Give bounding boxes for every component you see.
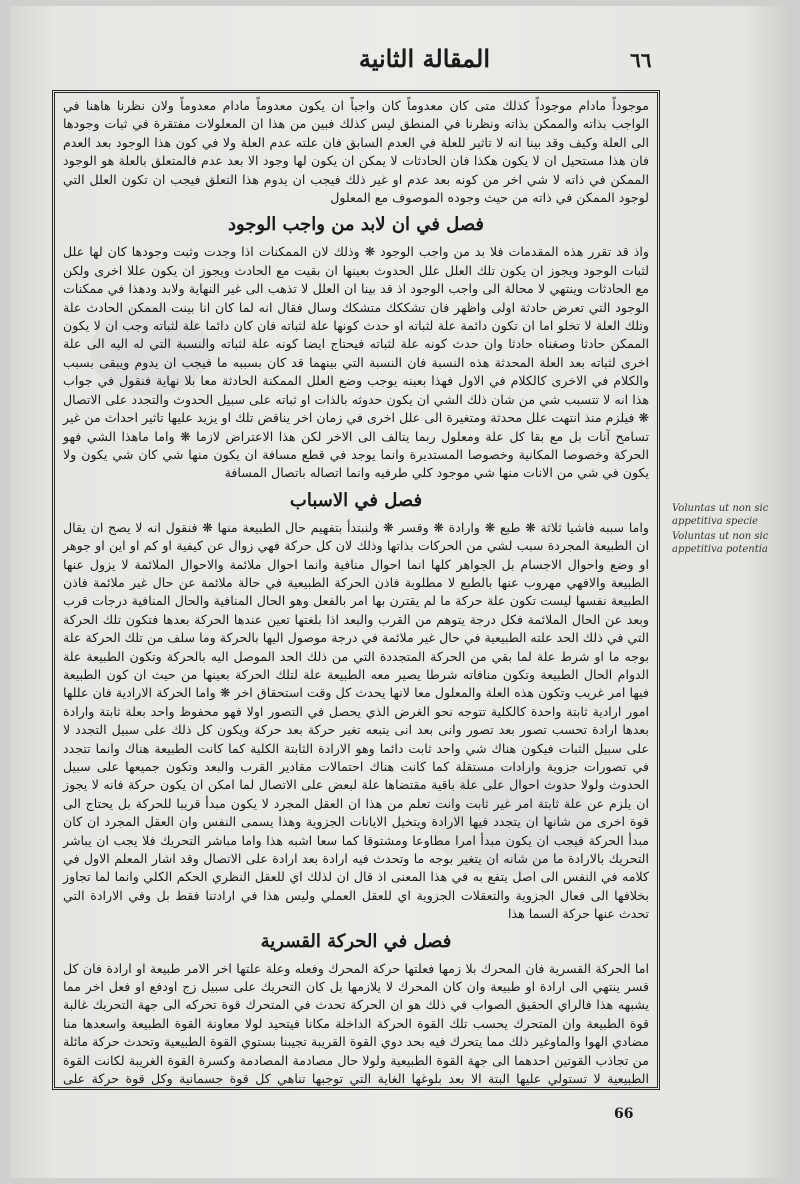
page-header (70, 40, 670, 76)
section-title-forced-motion: فصل في الحركة القسرية (260, 930, 452, 952)
section-text-necessary-existent: واذ قد تقرر هذه المقدمات فلا بد من واجب الوجود ❋ وذلك لان الممكنات اذا وجدت وثبت وجودها كان لها علل لثبات الوجود ويجوز ان يكون تلك العلل علل الحدوث بعينها ان بقيت مع الحادث ويجوز ان يكون عللا اخرى ولكن مع الحادثات وينتهي لا محالة الى واجب الوجود اذ قد بينا ان العلل لا تذهب الى غير النهاية ولابد ودهذا في ممكنات الوجود التي تعرض حادثة اولى واظهر فان تشككك متشكك وسال فقال انه لما كان انا بينت الممكن الحادث علة وتلك العلة لا تخلو اما ان تكون دائمة علة لثباته او حدث كونها علة لثباته فان كان دائما علة لثباته وجب ان لا يكون الممكن حادثا وصغناه حادثا وان حدث كونه علة لثباته فيحتاج ايضا كونه علة لثباته والنسبة التي له اليه الى علة اخرى لثباته بعد العلة المحدثة هذه النسبة فان النسبة التي بينهما قد كان بسببه ما فيجب ان يدوم ويبقى بسبب والكلام في الاخرى كالكلام في الاول فهذا بعينه يوجب وضع العلل الممكنة الحادثة معا بلا نهاية فنقول في جواب هذا انه لا تتسبب شي من شان ذلك الشي ان يكون حدوثه بالذات او ثباته على سبيل الحدوث والتجدد على الاتصال ❋ فيلزم منذ انتهت علل محدثة ومتغيرة الى علل اخرى في زمان اخر يناقض تلك او يزيد عليها تاثير احداث من غير تسامح آنات بل مع بقا كل علة ومعلول ربما يتالف الى الاخر لكن هذا الاعتراض لازما ❋ واما ماهذا الشي فهو الحركة وخصوصا المكانية وخصوصا المستديرة وانما يوجد في قطع مسافة ان يكون منها شي كان شي يكون ولا يكون في شي من الانات منها شي موجود كلي طرفيه وانما اتصاله باتصال المسافة (63, 244, 649, 481)
book-page (10, 6, 792, 1178)
section-title-necessary-existent: فصل في ان لابد من واجب الوجود (227, 214, 485, 236)
page-number-footer: 66 (614, 1106, 634, 1122)
section-text-forced-motion: اما الحركة القسرية فان المحرك بلا زمها فعلتها حركة المحرك وفعله وعلة علتها اخر الامر طبيعة او ارادة فان كل قسر ينتهي الى ارادة او طبيعة وان كان المحرك لا يلازمها بل كان التحريك على سبيل زج اودفع او فعل اخر مما يشبهه هذا فالراي الحقيق الصواب في ذلك هو ان الحركة تحدث في المتحرك قوة تحركه الى جهة التحريك غالبة قوة الطبيعة وان المتحرك يحسب تلك القوة الحركة الداخلة مكانا فيتحيد لولا معاونة القوة الطبيعة واسعدها منا مضادي الهوا والماوغير ذلك مما يتحرك فيه بحد دوي القوة القريبة تجيبنا بستوي القوة الطبيعية وتحدث حركة مائلة من تجاذب القوتين احدهما الى جهة القوة الطبيعية ولولا حال مصادمة المصادمة وكسرة القوة الغريبة لكانت القوة الطبيعية لا تستولي عليها البتة الا بعد بلوغها الغاية التي توجبها تناهي كل قوة جسمانية وكل قوة حركة على (63, 960, 649, 1087)
intro-paragraph: موجوداً مادام موجوداً كذلك متى كان معدوماً كان واجباً ان يكون معدوماً مادام معدوماً ولان نظرنا هاهنا في الواجب بذاته والممكن بذاته ونظرنا في المنطق ليس كذلك فبين من هذا ان المعلولات مفتقرة في ثبات وجودها الى العلة وكيف وقد بينا انه لا تاثير للعلة في العدم السابق فان علته عدم العلة ولا في كون هذا الوجود بعد العدم فان هذا مستحيل ان لا يكون هكذا فان الحادثات لا يمكن ان يكون لها وجود الا بعد عدم فالمتعلق بالعلة هو الوجود الممكن في ذاته لا شي اخر من كونه بعد عدم او غير ذلك فيجب ان يدوم هذا التعلق فيجب ان تكون العلل التي لوجود الممكن في ذاته من حيث وجوده الموصوف مع المعلول (63, 98, 649, 206)
margin-note: Voluntas ut non sic appetitiva potentia (672, 531, 769, 555)
page-number-arabic: ٦٦ (630, 48, 652, 72)
running-title: المقالة الثانية (358, 44, 490, 73)
margin-note: Voluntas ut non sic appetitiva specie (672, 503, 769, 527)
section-text-causes: واما سببه فاشيا ثلاثة ❋ طبع ❋ وارادة ❋ وقسر ❋ ولنبتدأ بتفهيم حال الطبيعة منها ❋ فنقول انه لا يصح ان يقال ان الطبيعة المجردة سبب لشي من الحركات بذاتها وذلك لان كل حركة فهي زوال عن كيفية او كم او اين او جوهر او وضع واحوال الاجسام بل الجواهر كلها انما احوال منافية وانما احوال ملائمة والاحوال الملائمة لا يزول عنها الطبيعة والافهي مهروب عنها بالطبع لا مطلوبة فاذن الحركة الطبيعية في حالة ملائمة عن حال غير ملائمة فاذن الطبيعة نفسها ليست تكون علة حركة ما لم يقترن بها امر بالفعل وهو الحال المنافية والحال المنافية درجات قرب وبعد عن الحال الملائمة فكل درجة يتوهم من القرب والبعد اذا بلغتها تعين عندها الحركة بعدها فتكون تلك الحركة التي في ذلك الحد علته الطبيعية في حال غير ملائمة في درجة موصول اليها بالحركة وما سلف من تلك الحركة علة بوجه ما او شرط علة لما بقي من الحركة المتجددة التي من ذلك الحد الموصل اليه بالحركة وتكون الطبيعة علة الدوام الحال الطبيعة وتكون منافاته شرطا يصير معه الطبيعة علة لتلك الحركة بعينها من حيث ان كون الطبيعة فيها امر غريب وتكون هذه العلة والمعلول معا لانها يحدث كل وقت استحقاق اخر ❋ واما الحركة الارادية فان عللها امور ارادية ثابتة واحدة كالكلية تتوجه نحو الغرض الذي يحصل في التصور اولا فهو محفوظ واحد بعلة ثابتة وارادة بعدها ارادة تحسب تصور بعد تصور وانى بعد انى يتبعه تغير حركة بعد حركة ويكون كل ذلك على سبيل التجدد لا على سبيل الثبات فيكون هناك شي واحد ثابت دائما وهو الارادة الثابتة الكلية كما كانت الطبيعة هناك وانما تتجدد في تصورات جزوية وارادات مستقلة كما كانت هناك احتمالات مقادير القرب والبعد وتكون جميعها على سبيل الحدوث ولولا حدوث احوال على علة باقية مقتضاها علة لبعض على الاتصال لما امكن ان يكون حركة فانه لا يجوز ان يلزم عن علة ثابتة امر غير ثابت وانت تعلم من هذا ان العقل المجرد لا يكون مبدأ قريبا للحركة بل يحتاج الى قوة اخرى من شانها ان يتجدد فيها الارادة ويتخيل الايانات الجزوية وهذا يسمى النفس وان العقل المجرد ان كان مبدأ الحركة فيجب ان يكون مبدأ امرا مطاوعا ومشتوقا كما سعا اشبه هذا واما مباشر التحريك فلا يجب ان يباشر التحريك بالارادة ما من شانه ان يتغير بوجه ما وتحدث فيه ارادة بعد ارادة على الاتصال وقد اشار المعلم الاول في كلامه في النفس الى اصل يتفع به في هذا المعنى اذ قال ان لذلك اي للعقل النظري الحكم الكلي وانما لما تجاوز بخلافها الى فعال الجزوية والتعقلات الجزوية اي للعقل العملي وليس هذا في ارادتنا فقط بل وفي الارادة التي تحدث عنها حركة السما هذا (63, 519, 649, 922)
section-title-causes: فصل في الاسباب (289, 489, 423, 511)
text-frame (52, 90, 660, 1090)
